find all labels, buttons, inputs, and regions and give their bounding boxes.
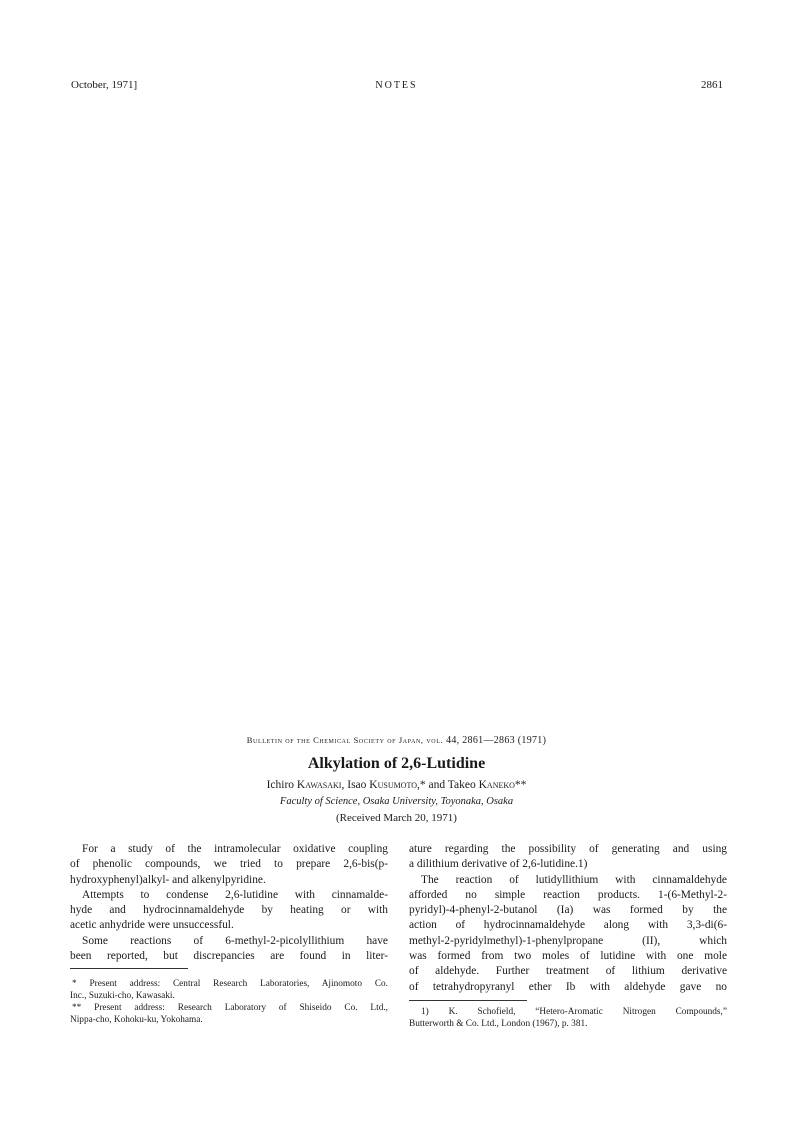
running-header-date: October, 1971] (71, 79, 138, 91)
author-conjunction: and (428, 779, 446, 791)
text-line: pyridyl)-4-phenyl-2-butanol (Ia) was formed by the (409, 904, 727, 917)
text-line: was formed from two moles of lutidine with one mole (409, 950, 727, 963)
received-date: (Received March 20, 1971) (336, 812, 457, 824)
footnote-line: Nippa-cho, Kohoku-ku, Yokohama. (70, 1015, 203, 1025)
text-line: of phenolic compounds, we tried to prepare 2,6-bis(p- (70, 858, 388, 871)
text-line: afforded no simple reaction products. 1-(6-Methyl-2- (409, 888, 727, 901)
footnote-line: Inc., Suzuki-cho, Kawasaki. (70, 991, 175, 1001)
text-line: hyde and hydrocinnamaldehyde by heating or with (70, 904, 388, 917)
text-line: hydroxyphenyl)alkyl- and alkenylpyridine. (70, 873, 266, 886)
author-given-name: Isao (347, 779, 367, 791)
journal-volume-pages: 44, 2861—2863 (1971) (446, 735, 547, 746)
text-line: The reaction of lutidyllithium with cinnamaldehyde (421, 873, 727, 886)
body-column-left (70, 842, 388, 964)
author-family-name: Kaneko** (478, 779, 527, 791)
text-line: methyl-2-pyridylmethyl)-1-phenylpropane (II), which (409, 934, 727, 947)
footnote-divider (409, 1000, 527, 1001)
text-line: acetic anhydride were unsuccessful. (70, 919, 234, 932)
author-family-name: Kawasaki, (296, 779, 345, 791)
author-given-name: Takeo (447, 779, 476, 791)
author-list (0, 779, 793, 791)
footnotes-right (409, 1006, 727, 1030)
body-column-right (409, 842, 727, 995)
text-line: ature regarding the possibility of generating and using (409, 843, 727, 855)
footnote-line: ** Present address: Research Laboratory of Shiseido Co. Ltd., (72, 1003, 388, 1013)
text-line: been reported, but discrepancies are found in liter- (70, 950, 388, 963)
text-line: Some reactions of 6-methyl-2-picolyllithium have (82, 934, 388, 947)
footnote-line: 1) K. Schofield, “Hetero-Aromatic Nitrogen Compounds,” (421, 1007, 727, 1017)
text-line: a dilithium derivative of 2,6-lutidine.1) (409, 858, 588, 871)
author-given-name: Ichiro (266, 779, 295, 791)
text-line: of tetrahydropyranyl ether Ib with aldehyde gave no (409, 980, 727, 993)
footnotes-left (70, 978, 388, 1026)
journal-citation (0, 735, 793, 746)
author-family-name: Kusumoto,* (369, 779, 426, 791)
journal-name: Bulletin of the Chemical Society of Japan, vol. (246, 735, 444, 745)
footnote-line: * Present address: Central Research Laboratories, Ajinomoto Co. (72, 979, 388, 989)
page-number: 2861 (701, 79, 723, 91)
text-line: For a study of the intramolecular oxidative coupling (82, 843, 388, 855)
footnote-line: Butterworth & Co. Ltd., London (1967), p. 381. (409, 1019, 588, 1029)
footnote-divider (70, 968, 188, 969)
article-title: Alkylation of 2,6-Lutidine (307, 755, 486, 772)
running-header-section: NOTES (375, 80, 418, 91)
affiliation: Faculty of Science, Osaka University, Toyonaka, Osaka (279, 796, 514, 807)
text-line: of aldehyde. Further treatment of lithium derivative (409, 965, 727, 978)
text-line: action of hydrocinnamaldehyde along with 3,3-di(6- (409, 919, 727, 932)
text-line: Attempts to condense 2,6-lutidine with cinnamalde- (82, 888, 388, 901)
